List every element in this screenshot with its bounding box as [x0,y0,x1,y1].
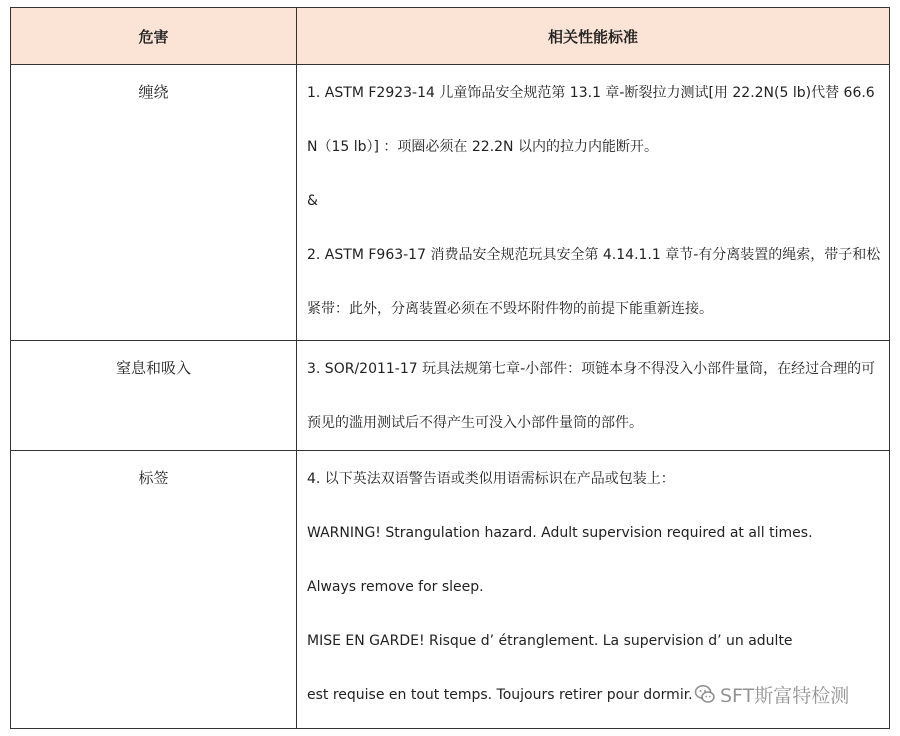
standard-line: 2. ASTM F963-17 消费品安全规范玩具安全第 4.14.1.1 章节-有分离装置的绳索，带子和松紧带：此外，分离装置必须在不毁坏附件物的前提下能重新连接。 [307,247,881,317]
table-header-row [11,8,890,65]
standard-line: WARNING! Strangulation hazard. Adult supervision required at all times. [307,525,813,541]
hazard-cell: 标签 [11,451,297,729]
hazard-cell: 缠绕 [11,65,297,341]
watermark-text: SFT斯富特检测 [720,684,850,707]
standard-cell [297,65,890,341]
standard-cell [297,341,890,451]
table-row [11,341,890,451]
standard-line: est requise en tout temps. Toujours retirer pour dormir. [307,687,693,703]
table-row [11,65,890,341]
standard-line: & [307,193,318,209]
standard-line: 4. 以下英法双语警告语或类似用语需标识在产品或包装上： [307,471,675,487]
header-standard: 相关性能标准 [297,8,890,65]
standard-line: 1. ASTM F2923-14 儿童饰品安全规范第 13.1 章-断裂拉力测试[用 22.2N(5 lb)代替 66.6N（15 lb）] ：项圈必须在 22.2N 以内的拉力内能断开。 [307,85,875,155]
watermark [694,680,849,708]
standard-line: 3. SOR/2011-17 玩具法规第七章-小部件：项链本身不得没入小部件量筒，在经过合理的可预见的滥用测试后不得产生可没入小部件量筒的部件。 [307,361,876,431]
standard-line: Always remove for sleep. [307,579,484,595]
hazard-cell: 窒息和吸入 [11,341,297,451]
header-hazard: 危害 [11,8,297,65]
wechat-icon [694,683,716,705]
standard-line: MISE EN GARDE! Risque d’ étranglement. La supervision d’ un adulte [307,633,793,649]
standards-table [10,7,890,729]
